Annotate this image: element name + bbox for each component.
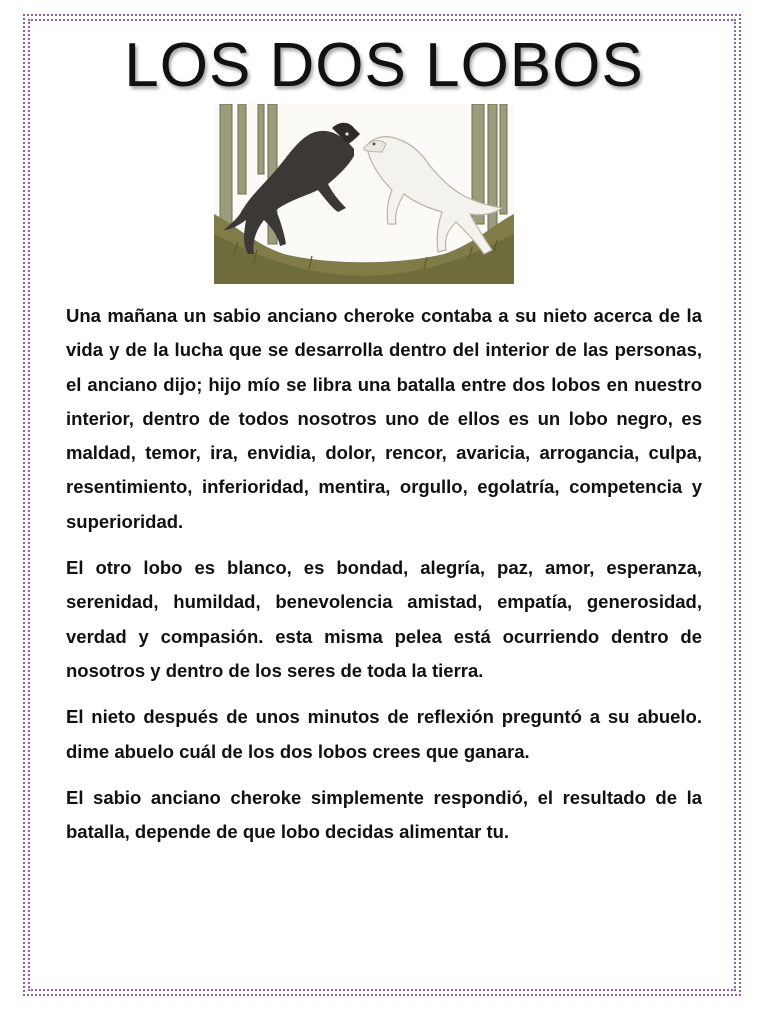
paragraph-3: El nieto después de unos minutos de reflexión preguntó a su abuelo. dime abuelo cuál de los dos lobos crees que ganara. xyxy=(66,706,702,762)
paragraph-1: Una mañana un sabio anciano cheroke contaba a su nieto acerca de la vida y de la lucha que se desarrolla dentro del interior de las personas, el anciano dijo; hijo mío se libra una batalla entre dos lobos en nuestro interior, dentro de todos nosotros uno de ellos es un lobo negro, es maldad, temor, ira, envidia, dolor, rencor, avaricia, arrogancia, culpa, resentimiento, inferioridad, mentira, orgullo, egolatría, competencia y superioridad. xyxy=(66,305,702,532)
two-wolves-fighting-illustration xyxy=(214,104,514,284)
page-title: LOS DOS LOBOS xyxy=(124,31,644,100)
paragraph-2: El otro lobo es blanco, es bondad, alegría, paz, amor, esperanza, serenidad, humildad, benevolencia amistad, empatía, generosidad, verdad y compasión. esta misma pelea está ocurriendo dentro de nosotros y dentro de los seres de toda la tierra. xyxy=(66,557,702,681)
paragraph-4: El sabio anciano cheroke simplemente respondió, el resultado de la batalla, depende de que lobo decidas alimentar tu. xyxy=(66,786,702,843)
story-text xyxy=(66,299,702,861)
